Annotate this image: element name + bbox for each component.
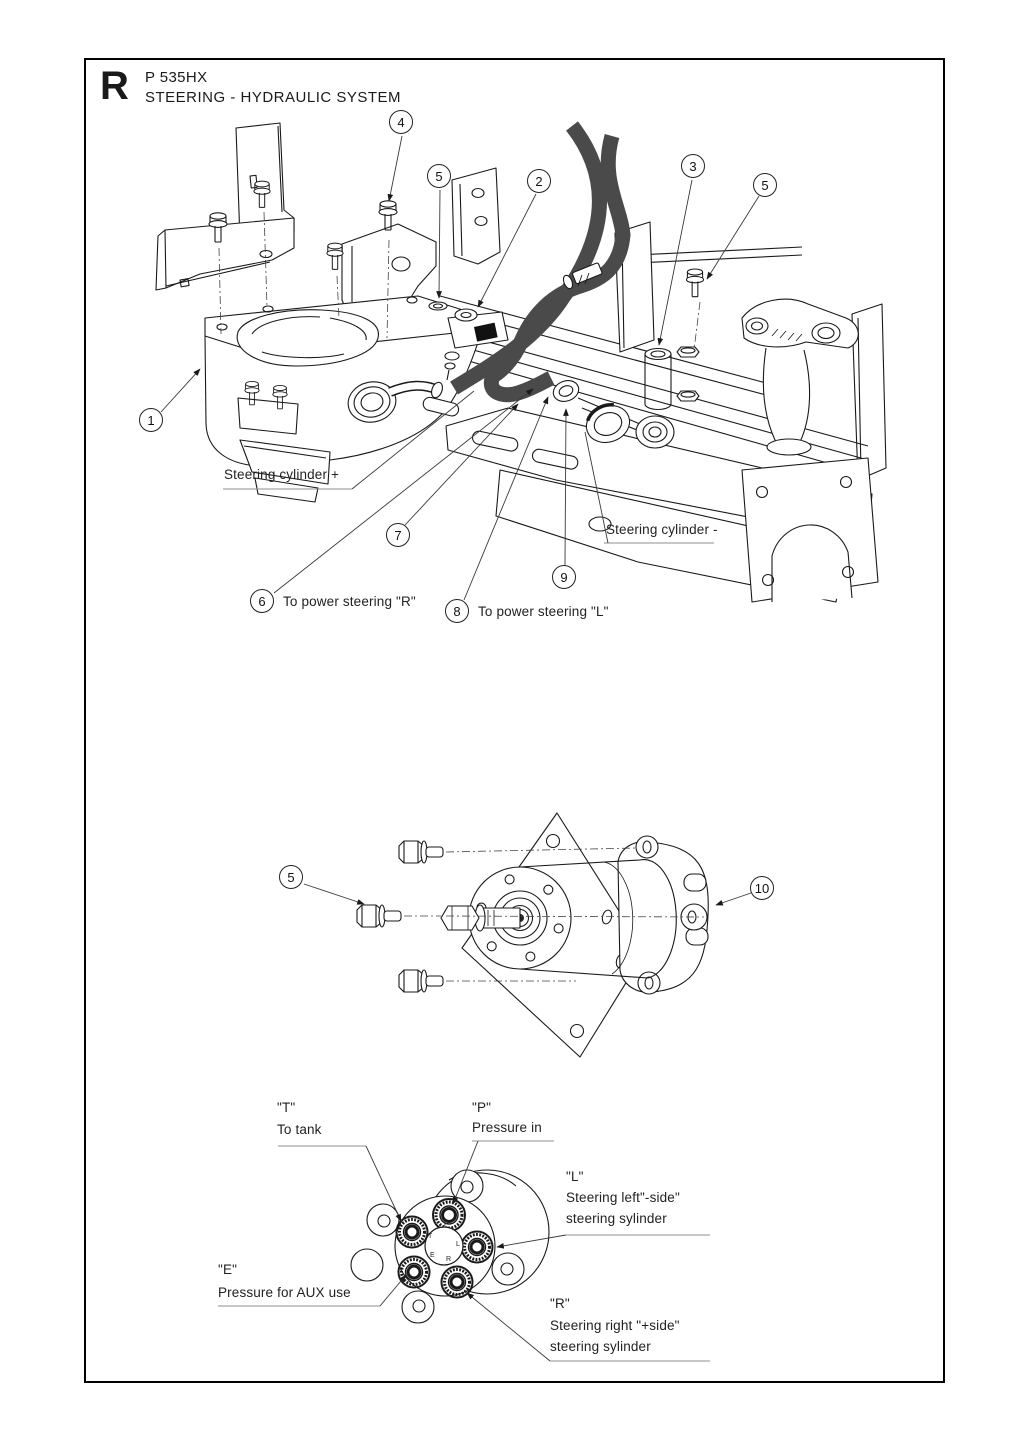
label-to-power-steering-l: To power steering "L"	[478, 604, 609, 619]
port-t-desc: To tank	[277, 1122, 322, 1137]
mounting-brackets	[156, 123, 500, 328]
port-r-desc2: steering sylinder	[550, 1339, 651, 1354]
face-letter-r: R	[446, 1256, 452, 1263]
callout-9: 9	[552, 565, 576, 589]
callout-3: 3	[681, 154, 705, 178]
face-letter-l: L	[456, 1241, 460, 1248]
callout-10: 10	[750, 876, 774, 900]
model-number: P 535HX	[145, 69, 208, 86]
callout-2: 2	[527, 169, 551, 193]
face-letter-t: T	[428, 1233, 433, 1240]
callout-5-washer: 5	[427, 164, 451, 188]
label-steering-cylinder-minus: Steering cylinder -	[606, 522, 718, 537]
port-p-code: "P"	[472, 1100, 492, 1115]
callout-1: 1	[139, 408, 163, 432]
banjo-fitting	[550, 377, 581, 405]
callout-5-bolt: 5	[753, 173, 777, 197]
port-e-desc: Pressure for AUX use	[218, 1285, 351, 1300]
port-l-code: "L"	[566, 1169, 584, 1184]
face-letter-p: P	[444, 1221, 449, 1228]
label-steering-cylinder-plus: Steering cylinder +	[224, 467, 340, 482]
steering-knuckle	[742, 299, 878, 602]
port-l-desc2: steering sylinder	[566, 1211, 667, 1226]
port-r-code: "R"	[550, 1296, 570, 1311]
port-p-desc: Pressure in	[472, 1120, 542, 1135]
port-t-code: "T"	[277, 1100, 296, 1115]
middle-diagram-drawing	[304, 813, 751, 1057]
port-e-code: "E"	[218, 1262, 238, 1277]
callout-6: 6	[250, 589, 274, 613]
mounting-bolts	[357, 841, 443, 992]
top-diagram-drawing	[156, 123, 886, 602]
port-l-desc1: Steering left"-side"	[566, 1190, 680, 1205]
steering-unit-housing	[618, 836, 708, 994]
callout-7: 7	[386, 523, 410, 547]
face-letter-e: E	[430, 1252, 435, 1259]
label-to-power-steering-r: To power steering "R"	[283, 594, 416, 609]
input-shaft	[441, 905, 520, 931]
page-title: STEERING - HYDRAULIC SYSTEM	[145, 89, 402, 106]
port-r-desc1: Steering right "+side"	[550, 1318, 680, 1333]
callout-8: 8	[445, 599, 469, 623]
callout-5-mid: 5	[279, 865, 303, 889]
callout-4: 4	[389, 110, 413, 134]
section-letter: R	[100, 64, 130, 108]
